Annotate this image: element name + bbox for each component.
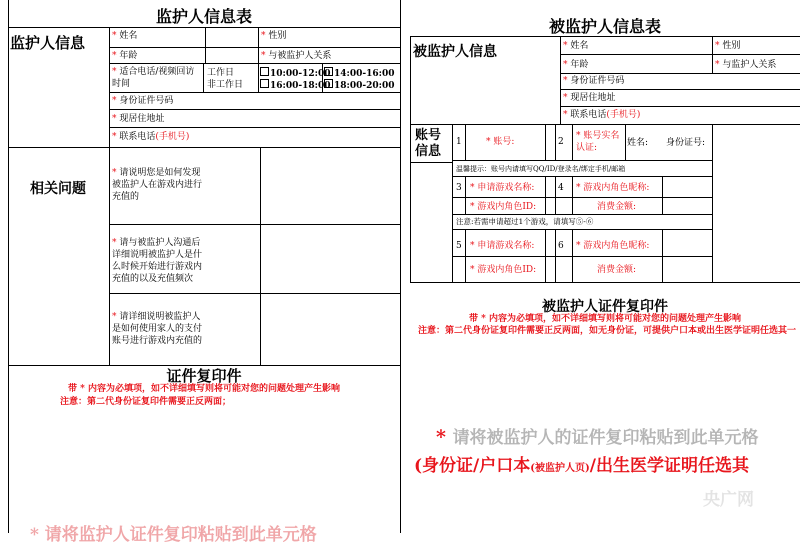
time-slot[interactable]: 18:00-20:00 bbox=[324, 79, 394, 92]
game-4-spend-label: 消费金额: bbox=[597, 202, 637, 212]
visit-time-label: * 适合电话/视频回访时间 bbox=[112, 67, 195, 89]
ward-id-label: * 身份证件号码 bbox=[563, 76, 625, 86]
game-3-role-id-label: * 游戏内角色ID: bbox=[470, 202, 537, 212]
time-slot[interactable]: 16:00-18:00 bbox=[260, 79, 330, 92]
guardian-name-label: * 姓名 bbox=[112, 31, 138, 41]
guardian-address-label: * 现居住地址 bbox=[112, 114, 165, 124]
game-4-number: 4 bbox=[558, 183, 564, 193]
guardian-gender-label: * 性别 bbox=[261, 31, 287, 41]
ward-section-heading: 被监护人信息 bbox=[413, 44, 497, 60]
ward-copy-note: 注意：第二代身份证复印件需要正反两面，如无身份证，可提供户口本或出生医学证明任选其一 bbox=[418, 326, 797, 336]
ward-relation-label: * 与监护人关系 bbox=[715, 60, 777, 70]
realname-id-label: 身份证号: bbox=[666, 138, 706, 148]
account-tip: 温馨提示：账号内请填写QQ/ID/登录名/绑定手机/邮箱 bbox=[456, 165, 626, 173]
account-section-heading: 账号信息 bbox=[415, 128, 442, 159]
account-2-number: 2 bbox=[558, 137, 564, 147]
game-6-spend-label: 消费金额: bbox=[597, 265, 637, 275]
related-questions-heading: 相关问题 bbox=[30, 181, 86, 197]
ward-form-title: 被监护人信息表 bbox=[548, 17, 661, 36]
answer-2-field[interactable] bbox=[262, 226, 398, 292]
game-5-number: 5 bbox=[456, 241, 462, 251]
guardian-form-title: 监护人信息表 bbox=[155, 7, 252, 26]
guardian-age-label: * 年龄 bbox=[112, 51, 138, 61]
guardian-section-heading: 监护人信息 bbox=[10, 34, 86, 52]
game-6-role-name-label: * 游戏内角色昵称: bbox=[576, 241, 650, 251]
guardian-id-paste-area[interactable] bbox=[10, 410, 398, 530]
game-3-number: 3 bbox=[456, 183, 462, 193]
sheet-divider bbox=[400, 0, 401, 533]
ward-name-label: * 姓名 bbox=[563, 41, 589, 51]
ward-id-paste-area[interactable] bbox=[412, 340, 798, 530]
game-4-role-name-label: * 游戏内角色昵称: bbox=[576, 183, 650, 193]
paste-hint: * 请将监护人证件复印粘贴到此单元格 bbox=[30, 525, 317, 545]
ward-phone-label: * 联系电话(手机号) bbox=[563, 110, 641, 120]
game-3-name-label: * 申请游戏名称: bbox=[470, 183, 535, 193]
ward-id-copy-heading: 被监护人证件复印件 bbox=[542, 299, 668, 315]
copy-note: 注意：第二代身份证复印件需要正反两面； bbox=[60, 397, 232, 407]
question-3: * 请详细说明被监护人是如何使用家人的支付账号进行游戏内充值的 bbox=[112, 312, 203, 346]
ward-paste-hint: * 请将被监护人的证件复印粘贴到此单元格 bbox=[436, 426, 759, 448]
title-rule bbox=[8, 27, 400, 28]
realname-label: * 账号实名认证: bbox=[576, 131, 620, 153]
ward-required-note: 带 * 内容为必填项，如不详细填写则将可能对您的问题处理产生影响 bbox=[469, 314, 741, 324]
time-slot[interactable]: 14:00-16:00 bbox=[324, 67, 394, 80]
guardian-id-label: * 身份证件号码 bbox=[112, 96, 174, 106]
game-5-role-id-label: * 游戏内角色ID: bbox=[470, 265, 537, 275]
ward-gender-label: * 性别 bbox=[715, 41, 741, 51]
realname-name-label: 姓名: bbox=[627, 138, 649, 148]
left-border bbox=[8, 0, 9, 533]
workday-label: 工作日 bbox=[207, 68, 235, 78]
game-6-number: 6 bbox=[558, 241, 564, 251]
question-1: * 请说明您是如何发现被监护人在游戏内进行充值的 bbox=[112, 168, 203, 202]
doc-options: (身份证/户口本(被监护人页)/出生医学证明任选其 bbox=[414, 456, 749, 476]
nonworkday-label: 非工作日 bbox=[207, 80, 244, 90]
question-2: * 请与被监护人沟通后详细说明被监护人是什么时候开始进行游戏内充值的以及充值频次 bbox=[112, 238, 203, 284]
game-5-name-label: * 申请游戏名称: bbox=[470, 241, 535, 251]
multi-game-note: 注意:若需申请超过1个游戏，请填写⑤-⑥ bbox=[456, 217, 594, 226]
watermark-logo: 央广网 bbox=[703, 490, 754, 510]
required-note: 带 * 内容为必填项，如不详细填写则将可能对您的问题处理产生影响 bbox=[68, 384, 340, 394]
account-1-number: 1 bbox=[456, 137, 462, 147]
ward-address-label: * 现居住地址 bbox=[563, 93, 616, 103]
id-copy-heading: 证件复印件 bbox=[166, 367, 242, 385]
answer-1-field[interactable] bbox=[262, 149, 398, 223]
time-slot[interactable]: 10:00-12:00 bbox=[260, 67, 330, 80]
answer-3-field[interactable] bbox=[262, 295, 398, 364]
ward-age-label: * 年龄 bbox=[563, 60, 589, 70]
guardian-phone-label: * 联系电话(手机号) bbox=[112, 132, 190, 142]
guardian-relation-label: * 与被监护人关系 bbox=[261, 51, 332, 61]
account-1-label: * 账号: bbox=[486, 137, 515, 147]
